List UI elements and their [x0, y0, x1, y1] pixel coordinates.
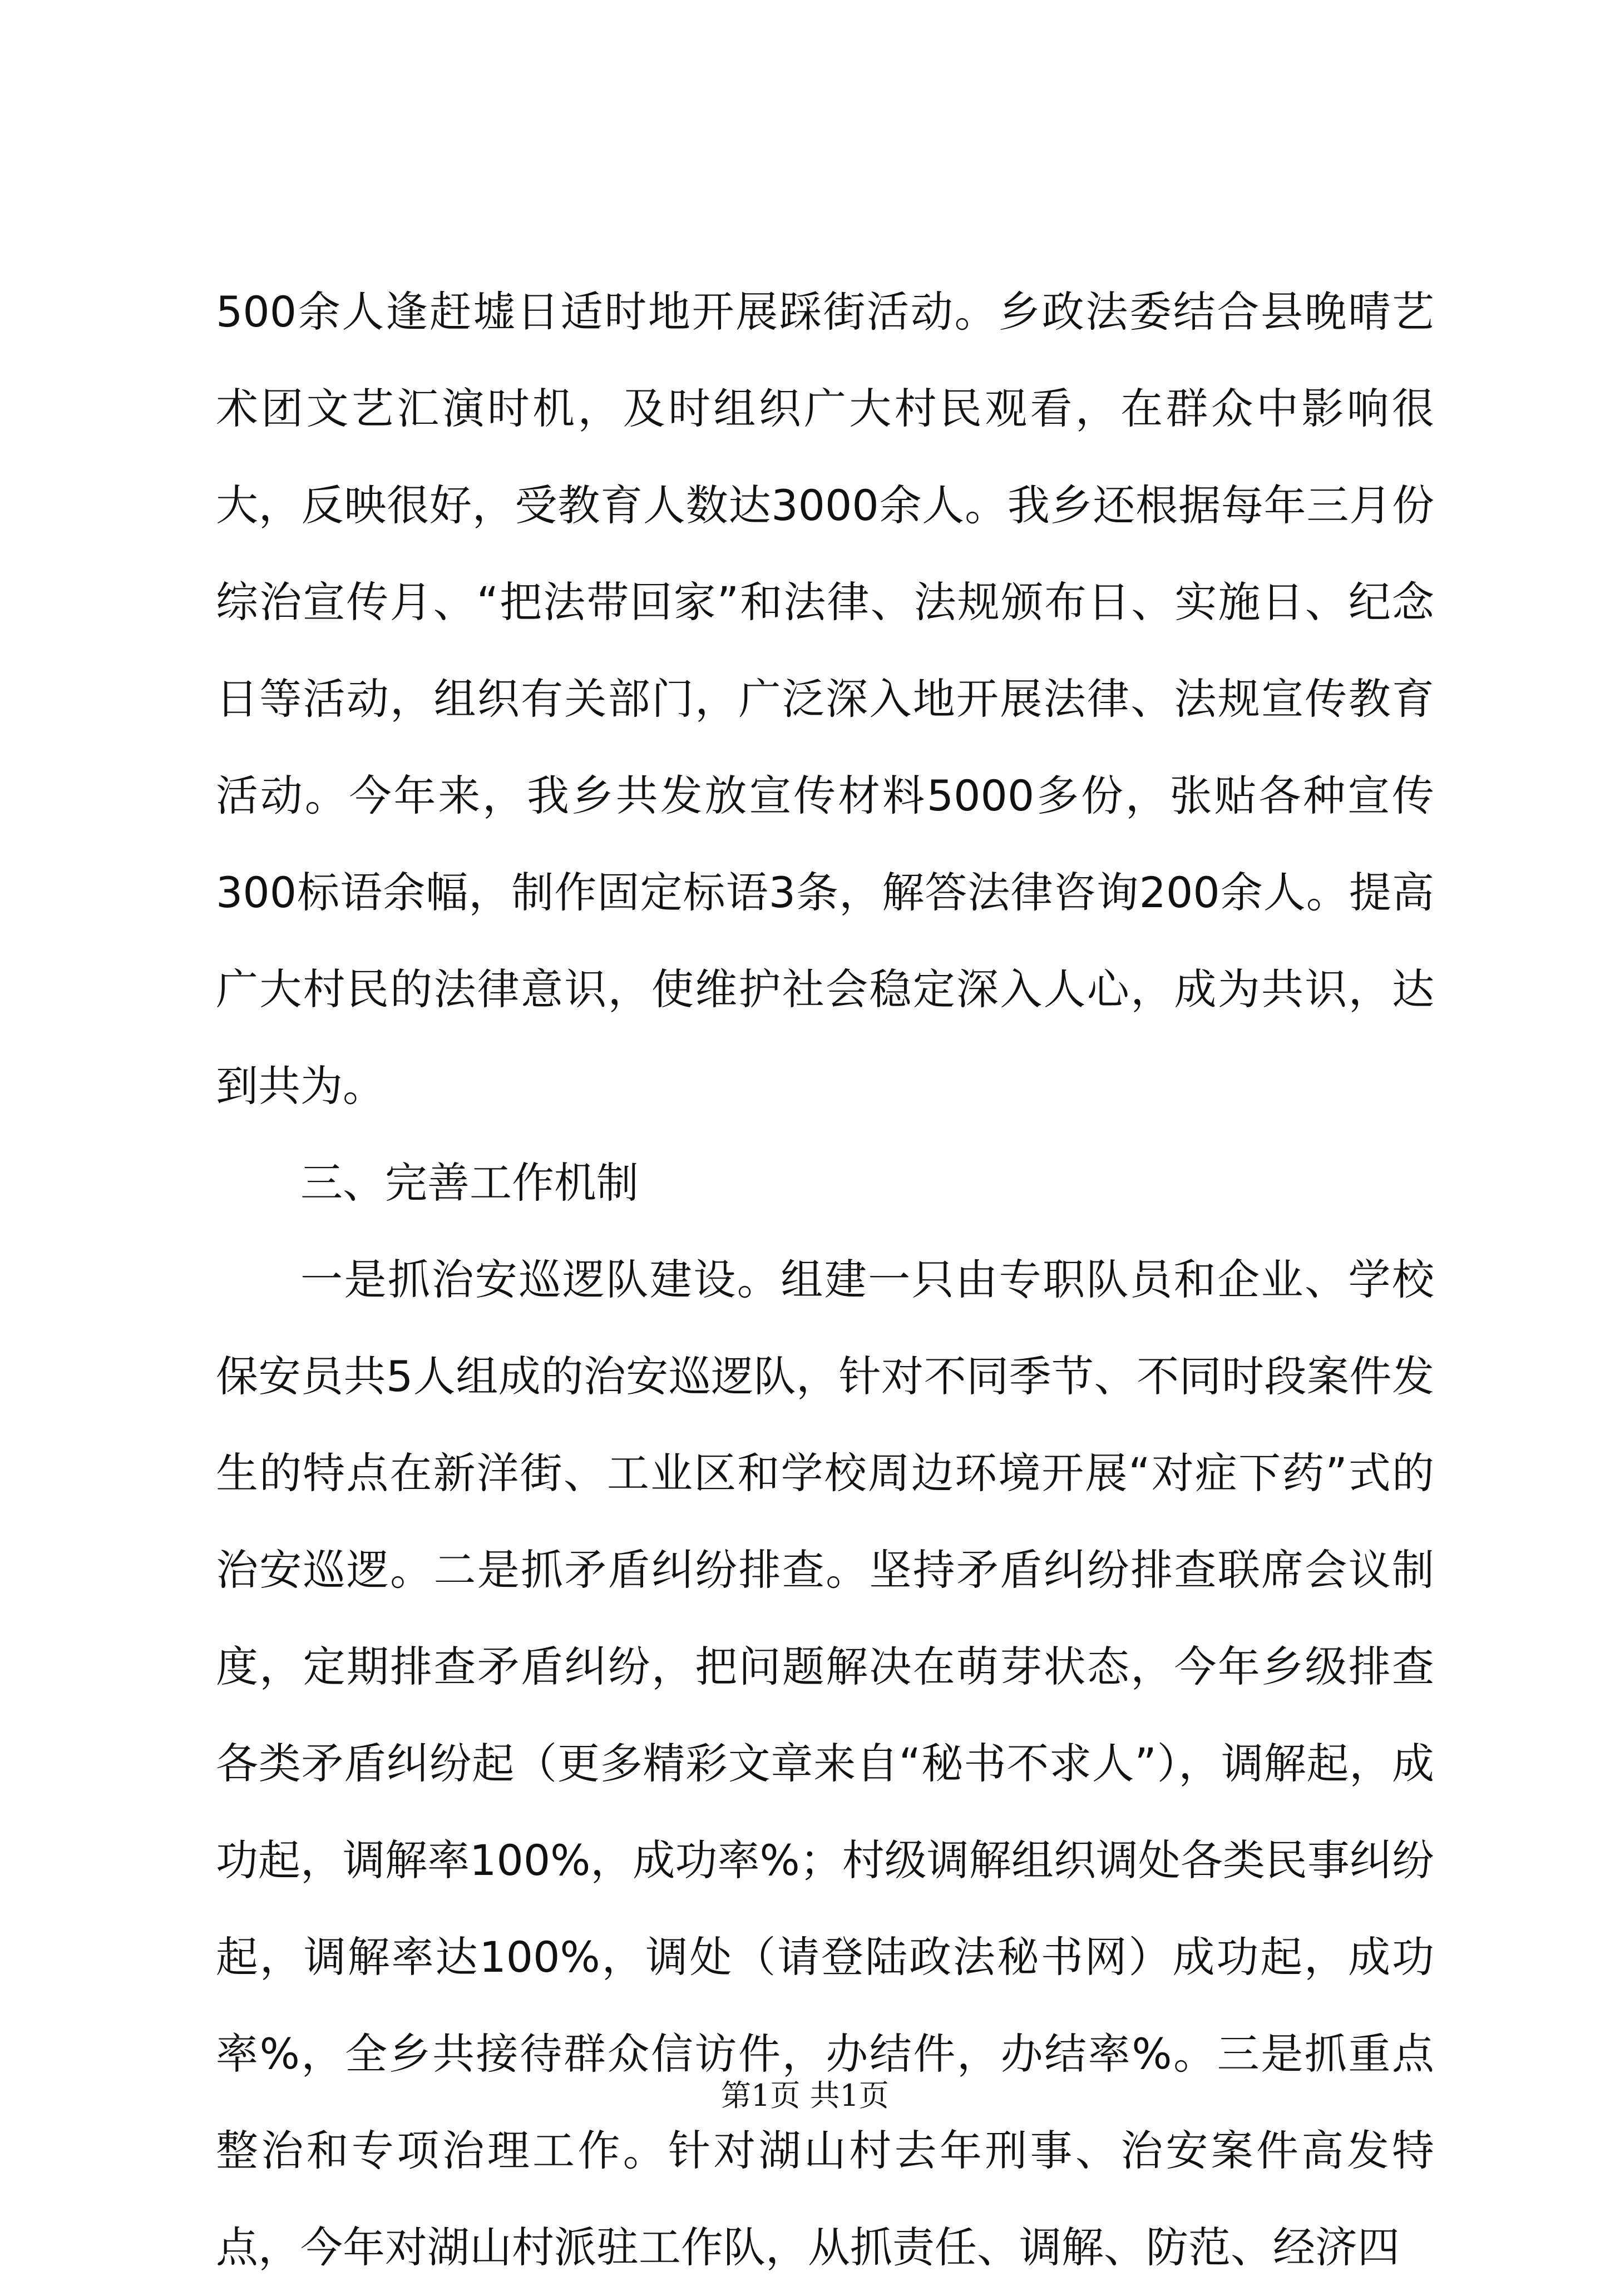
paragraph-work-mechanism: 一是抓治安巡逻队建设。组建一只由专职队员和企业、学校保安员共5人组成的治安巡逻队，针对不同季节、不同时段案件发生的特点在新洋街、工业区和学校周边环境开展“对症下药”式的治安巡逻。二是抓矛盾纠纷排查。坚持矛盾纠纷排查联席会议制度，定期排查矛盾纠纷，把问题解决在萌芽状态，今年乡级排查各类矛盾纠纷起（更多精彩文章来自“秘书不求人”），调解起，成功起，调解率100%，成功率%；村级调解组织调处各类民事纠纷起，调解率达100%，调处（请登陆政法秘书网）成功起，成功率%，全乡共接待群众信访件，办结件，办结率%。三是抓重点整治和专项治理工作。针对湖山村去年刑事、治安案件高发特点，今年对湖山村派驻工作队，从抓责任、调解、防范、经济四	[216, 1255, 1434, 2272]
page-footer: 第1页 共1页	[721, 2078, 889, 2113]
document-body	[216, 264, 1434, 2296]
paragraph-propaganda: 500余人逢赶墟日适时地开展踩街活动。乡政法委结合县晚晴艺术团文艺汇演时机，及时组织广大村民观看，在群众中影响很大，反映很好，受教育人数达3000余人。我乡还根据每年三月份综治宣传月、“把法带回家”和法律、法规颁布日、实施日、纪念日等活动，组织有关部门，广泛深入地开展法律、法规宣传教育活动。今年来，我乡共发放宣传材料5000多份，张贴各种宣传300标语余幅，制作固定标语3条，解答法律咨询200余人。提高广大村民的法律意识，使维护社会稳定深入人心，成为共识，达到共为。	[216, 287, 1434, 1111]
section-heading: 三、完善工作机制	[300, 1158, 639, 1208]
